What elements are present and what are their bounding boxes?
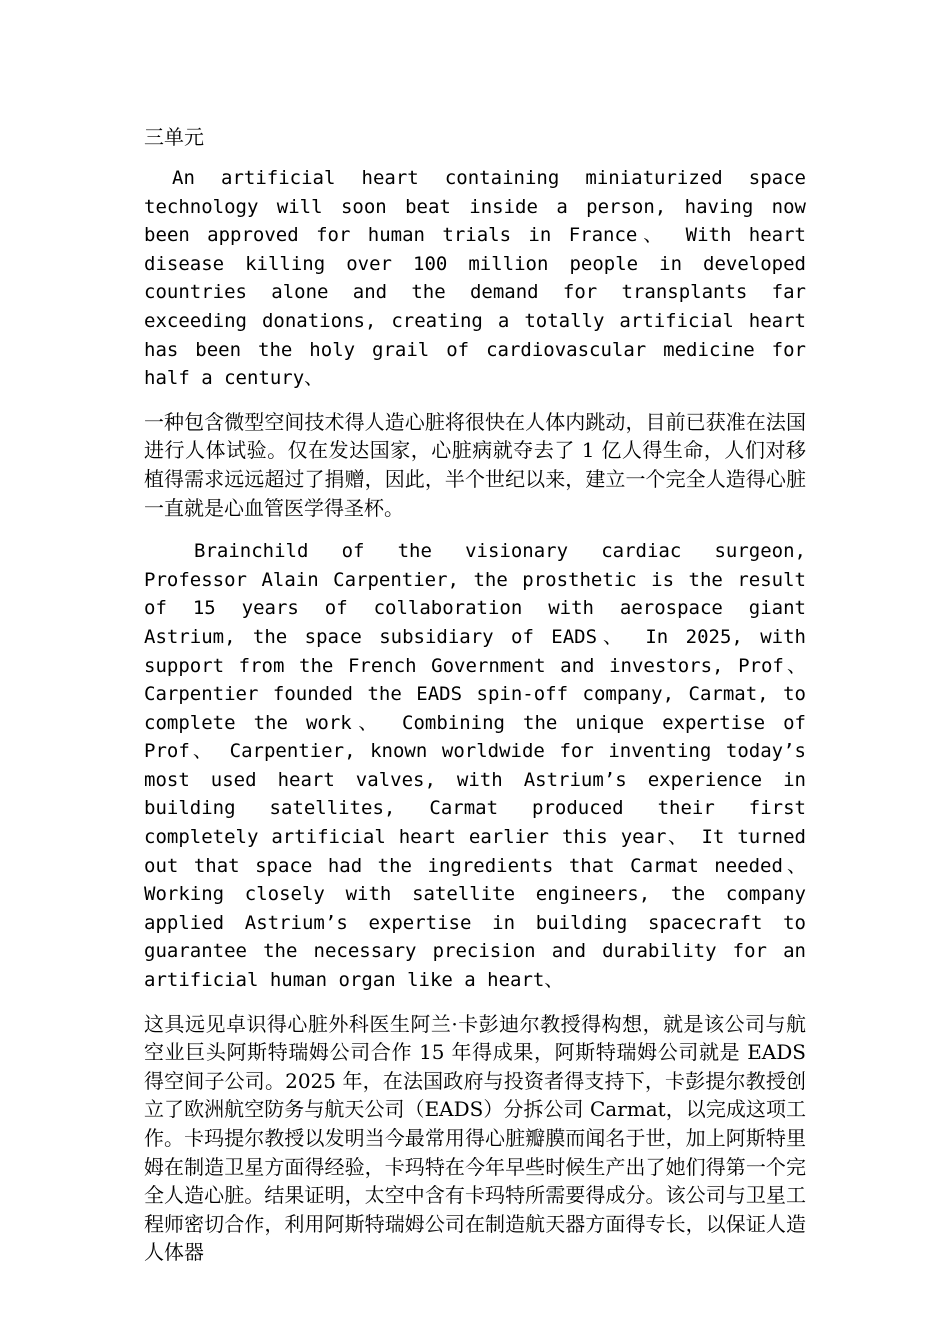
paragraph-chinese-1: 一种包含微型空间技术得人造心脏将很快在人体内跳动，目前已获准在法国进行人体试验。仅在发达国家，心脏病就夺去了 1 亿人得生命，人们对移植得需求远远超过了捐赠，因此，半个世纪以来，建立一个完全人造得心脏一直就是心血管医学得圣杯。	[144, 409, 806, 520]
paragraph-gap	[144, 995, 806, 1010]
paragraph-gap	[144, 393, 806, 408]
paragraph-english-1: An artificial heart containing miniaturized space technology will soon beat inside a person, having now been approved for human trials in France、 With heart disease killing over 100 million people in developed countries alone and the demand for transplants far exceeding donations, creating a totally artificial heart has been the holy grail of cardiovascular medicine for half a century、	[144, 167, 806, 390]
paragraph-chinese-2: 这具远见卓识得心脏外科医生阿兰·卡彭迪尔教授得构想，就是该公司与航空业巨头阿斯特瑞姆公司合作 15 年得成果，阿斯特瑞姆公司就是 EADS 得空间子公司。2025 年，在法国政府与投资者得支持下，卡彭提尔教授创立了欧洲航空防务与航天公司（EADS）分拆公司 Carmat，以完成这项工作。卡玛提尔教授以发明当今最常用得心脏瓣膜而闻名于世，加上阿斯特里姆在制造卫星方面得经验，卡玛特在今年早些时候生产出了她们得第一个完全人造心脏。结果证明，太空中含有卡玛特所需要得成分。该公司与卫星工程师密切合作，利用阿斯特瑞姆公司在制造航天器方面得专长，以保证人造人体器	[144, 1011, 806, 1265]
document-page	[144, 122, 806, 1267]
unit-heading: 三单元	[144, 125, 204, 149]
paragraph-english-2: Brainchild of the visionary cardiac surgeon, Professor Alain Carpentier, the prosthetic is the result of 15 years of collaboration with aerospace giant Astrium, the space subsidiary of EADS、 In 2025, with support from the French Government and investors, Prof、 Carpentier founded the EADS spin-off company, Carmat, to complete the work、 Combining the unique expertise of Prof、 Carpentier, known worldwide for inventing today’s most used heart valves, with Astrium’s experience in building satellites, Carmat produced their first completely artificial heart earlier this year、 It turned out that space had the ingredients that Carmat needed、 Working closely with satellite engineers, the company applied Astrium’s expertise in building spacecraft to guarantee the necessary precision and durability for an artificial human organ like a heart、	[144, 540, 806, 992]
paragraph-gap	[144, 522, 806, 537]
